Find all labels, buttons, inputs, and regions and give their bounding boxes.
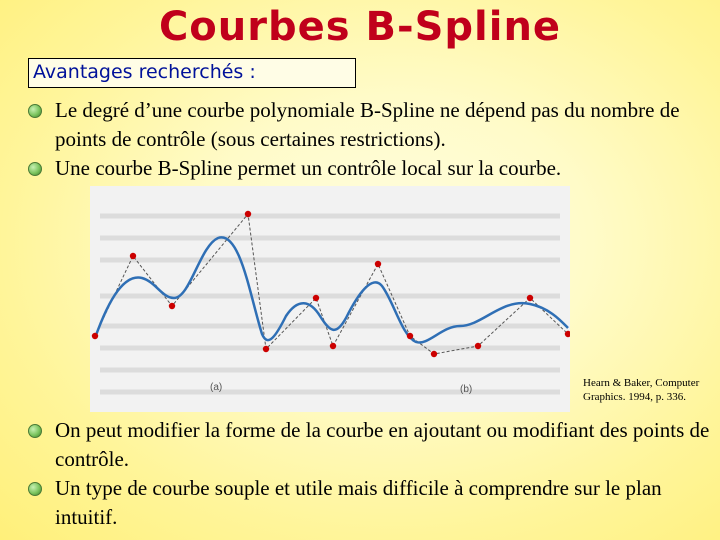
bullet-item <box>28 154 710 183</box>
figure-label-b: (b) <box>460 384 473 395</box>
bspline-figure <box>90 186 570 412</box>
faded-text-lines <box>100 216 560 392</box>
bspline-illustration <box>90 186 570 412</box>
control-polygon <box>95 214 568 354</box>
bullet-text: Un type de courbe souple et utile mais difficile à comprendre sur le plan intuitif. <box>55 476 662 529</box>
bullet-text: Une courbe B-Spline permet un contrôle local sur la courbe. <box>55 156 562 180</box>
bullet-text: Le degré d’une courbe polynomiale B-Spline ne dépend pas du nombre de points de contrôle (sous certaines restrictions). <box>55 98 680 151</box>
section-label: Avantages recherchés : <box>33 61 256 83</box>
figure-label-a: (a) <box>210 382 223 393</box>
bullet-item <box>28 416 710 474</box>
bullet-dot-icon <box>28 104 42 118</box>
bullet-item <box>28 474 710 532</box>
bullet-text: On peut modifier la forme de la courbe en ajoutant ou modifiant des points de contrôle. <box>55 418 710 471</box>
bullet-dot-icon <box>28 482 42 496</box>
image-credit <box>583 376 717 404</box>
credit-line-2: Graphics. 1994, p. 336. <box>583 391 686 403</box>
slide-title: Courbes B-Spline <box>158 4 562 50</box>
bullet-dot-icon <box>28 424 42 438</box>
bullet-dot-icon <box>28 162 42 176</box>
bullet-list-top <box>28 96 710 183</box>
credit-line-1: Hearn & Baker, Computer <box>583 377 700 389</box>
section-header-box <box>28 58 356 88</box>
bullet-item <box>28 96 710 154</box>
bullet-list-bottom <box>28 416 710 532</box>
control-points <box>92 211 570 357</box>
